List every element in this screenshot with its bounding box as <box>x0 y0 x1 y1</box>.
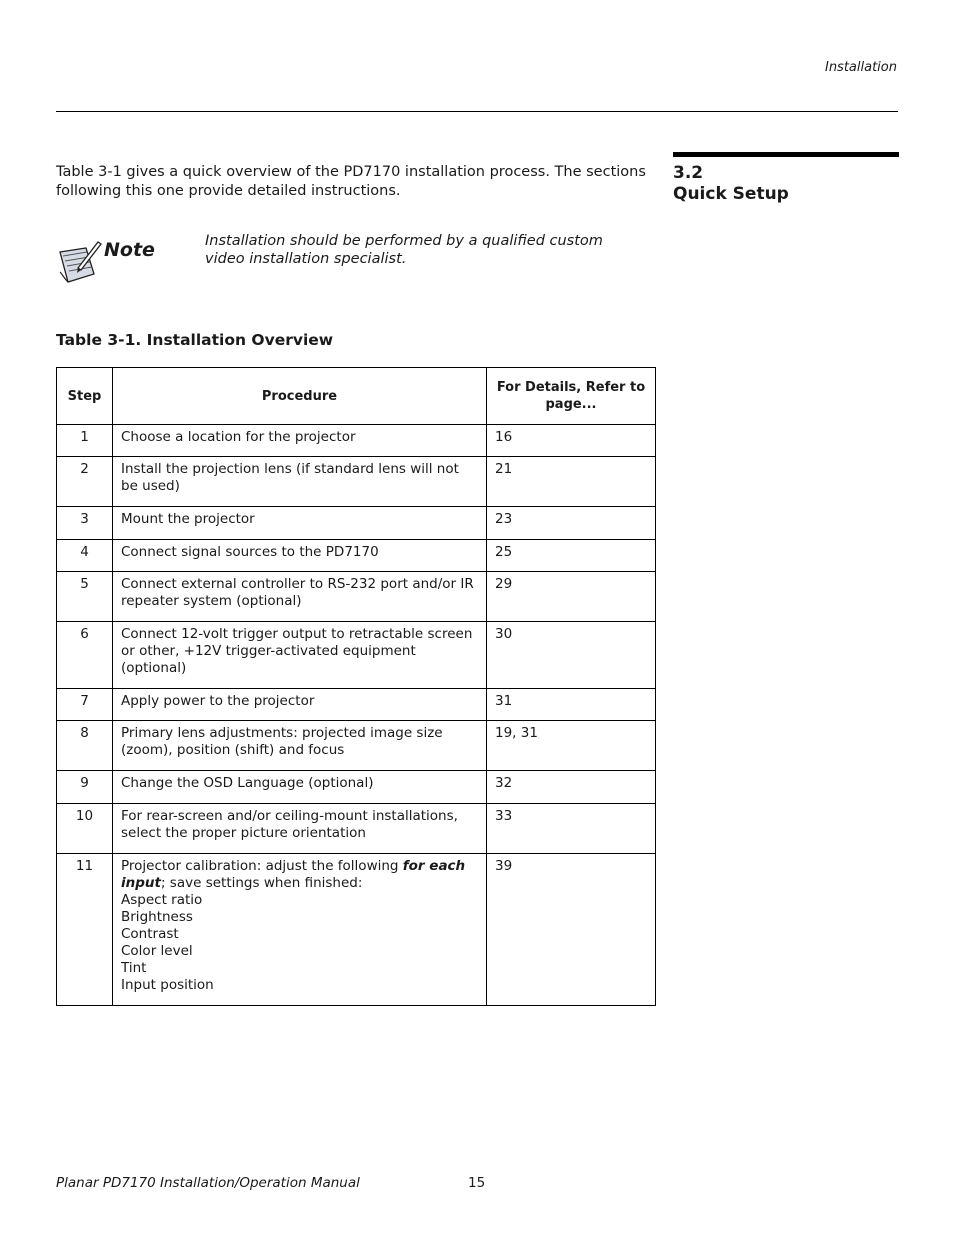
table-row <box>57 771 656 804</box>
table-header-row <box>57 368 656 425</box>
page-cell: 31 <box>487 689 656 721</box>
page-cell: 32 <box>487 771 656 804</box>
table-row <box>57 854 656 1006</box>
step-cell: 1 <box>57 425 113 457</box>
table-title: Table 3-1. Installation Overview <box>56 331 334 349</box>
procedure-cell: Connect external controller to RS-232 port and/or IR repeater system (optional) <box>113 572 487 622</box>
page-cell: 33 <box>487 804 656 854</box>
table-row <box>57 622 656 689</box>
procedure-cell: Apply power to the projector <box>113 689 487 721</box>
installation-overview-table <box>56 367 656 1006</box>
list-item: Brightness <box>121 909 193 925</box>
procedure-cell: Connect signal sources to the PD7170 <box>113 540 487 572</box>
procedure-cell: Connect 12-volt trigger output to retractable screen or other, +12V trigger-activated equipment (optional) <box>113 622 487 689</box>
page-cell: 39 <box>487 854 656 1006</box>
procedure-cell: For rear-screen and/or ceiling-mount installations, select the proper picture orientation <box>113 804 487 854</box>
page-cell: 16 <box>487 425 656 457</box>
procedure-cell: Change the OSD Language (optional) <box>113 771 487 804</box>
page-cell: 30 <box>487 622 656 689</box>
section-heading-rule <box>673 152 899 157</box>
step-cell: 5 <box>57 572 113 622</box>
list-item: Input position <box>121 977 214 993</box>
intro-paragraph: Table 3-1 gives a quick overview of the PD7170 installation process. The sections following this one provide detailed instructions. <box>56 164 646 199</box>
note-text: Installation should be performed by a qualified custom video installation specialist. <box>205 233 603 267</box>
table-row <box>57 721 656 771</box>
step-cell: 11 <box>57 854 113 1006</box>
section-number: 3.2 <box>673 163 704 183</box>
list-item: Contrast <box>121 926 179 942</box>
list-item: Tint <box>121 960 147 976</box>
procedure-cell <box>113 854 487 1006</box>
step-cell: 7 <box>57 689 113 721</box>
page-cell: 21 <box>487 457 656 507</box>
step-cell: 9 <box>57 771 113 804</box>
table-row <box>57 689 656 721</box>
page-cell: 23 <box>487 507 656 540</box>
list-item: Aspect ratio <box>121 892 203 908</box>
step-cell: 3 <box>57 507 113 540</box>
footer-page-number: 15 <box>468 1175 486 1191</box>
step-cell: 8 <box>57 721 113 771</box>
table-row <box>57 572 656 622</box>
page-cell: 25 <box>487 540 656 572</box>
step-cell: 4 <box>57 540 113 572</box>
procedure-emphasis: for each input <box>121 858 466 891</box>
step-cell: 10 <box>57 804 113 854</box>
procedure-cell: Primary lens adjustments: projected image size (zoom), position (shift) and focus <box>113 721 487 771</box>
procedure-cell: Mount the projector <box>113 507 487 540</box>
page-cell: 29 <box>487 572 656 622</box>
procedure-cell: Install the projection lens (if standard lens will not be used) <box>113 457 487 507</box>
step-cell: 6 <box>57 622 113 689</box>
procedure-suffix: ; save settings when finished: <box>160 875 363 891</box>
calibration-settings-list <box>121 892 478 994</box>
table-row <box>57 425 656 457</box>
table-row <box>57 540 656 572</box>
table-row <box>57 804 656 854</box>
footer-manual-title: Planar PD7170 Installation/Operation Manual <box>56 1175 360 1191</box>
procedure-cell: Choose a location for the projector <box>113 425 487 457</box>
list-item: Color level <box>121 943 193 959</box>
table-row <box>57 507 656 540</box>
step-cell: 2 <box>57 457 113 507</box>
column-header-page: For Details, Refer to page... <box>487 368 656 425</box>
column-header-step: Step <box>57 368 113 425</box>
header-rule <box>56 111 898 112</box>
page-cell: 19, 31 <box>487 721 656 771</box>
table-row <box>57 457 656 507</box>
note-label: Note <box>104 239 155 261</box>
section-title: Quick Setup <box>673 184 789 204</box>
running-header-section: Installation <box>824 60 897 75</box>
procedure-intro: Projector calibration: adjust the following <box>121 858 403 874</box>
note-pad-pencil-icon <box>56 238 102 284</box>
column-header-procedure: Procedure <box>113 368 487 425</box>
